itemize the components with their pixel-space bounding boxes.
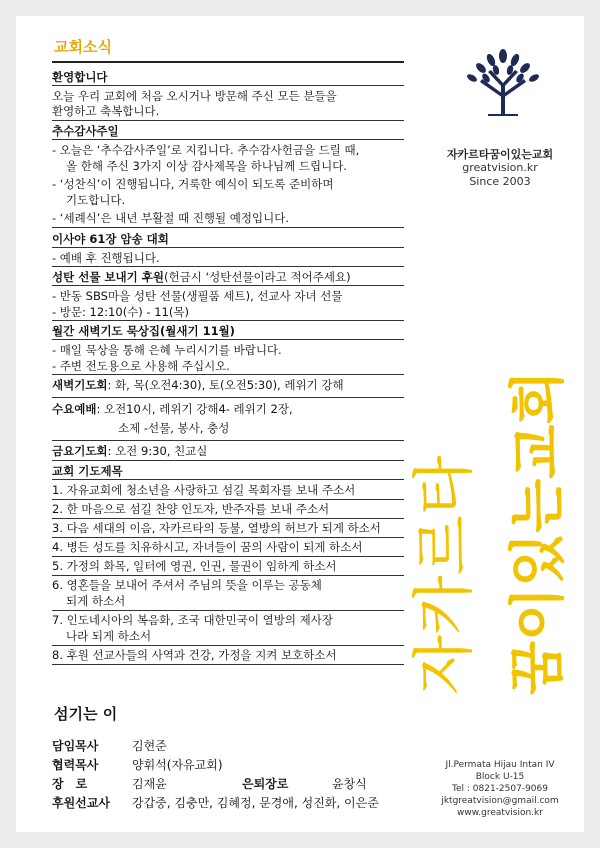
prayer-item-4: 4. 병든 성도를 치유하시고, 자녀들이 꿈의 사람이 되게 하소서 xyxy=(52,540,363,554)
church-email: jktgreatvision@gmail.com xyxy=(441,796,559,806)
wednesday-row xyxy=(52,402,293,416)
isaiah-title: 이사야 61장 암송 대회 xyxy=(52,232,169,246)
staff-row-senior-pastor xyxy=(52,737,167,754)
vertical-church-title xyxy=(385,370,585,700)
divider xyxy=(52,645,404,646)
divider xyxy=(52,285,404,286)
thanksgiving-line-5: - ‘세례식’은 내년 부활절 때 진행될 예정입니다. xyxy=(52,211,290,225)
christmas-title: 성탄 선물 보내기 후원 xyxy=(52,270,164,284)
divider xyxy=(52,479,404,480)
divider xyxy=(52,537,404,538)
staff-row-associate-pastor xyxy=(52,756,223,773)
header-rule xyxy=(52,61,404,63)
staff-row-missionaries xyxy=(52,794,379,811)
divider xyxy=(52,518,404,519)
staff-role-retired-elder: 은퇴장로 xyxy=(242,777,289,791)
address-line-1: Jl.Permata Hijau Intan IV xyxy=(445,760,555,770)
christmas-title-note: (헌금시 ‘성탄선물이라고 적어주세요) xyxy=(164,270,351,284)
divider xyxy=(52,397,404,398)
prayer-item-6-cont: 되게 하소서 xyxy=(66,594,126,608)
dawn-prayer-row xyxy=(52,378,344,392)
staff-names: 양휘석(자유교회) xyxy=(132,758,223,772)
divider xyxy=(52,266,404,267)
staff-names: 강갑중, 김충만, 김혜정, 문경애, 성진화, 이은준 xyxy=(132,796,379,810)
divider xyxy=(52,120,404,121)
church-phone: Tel : 0821-2507-9069 xyxy=(452,784,548,794)
address-line-2: Block U-15 xyxy=(475,772,525,782)
staff-names: 김현준 xyxy=(132,739,167,753)
prayer-title: 교회 기도제목 xyxy=(52,464,123,478)
tree-logo-icon xyxy=(458,48,548,118)
divider xyxy=(52,664,404,665)
staff-role: 후원선교사 xyxy=(52,796,110,810)
welcome-line-2: 환영하고 축복합니다. xyxy=(52,104,160,118)
divider xyxy=(52,339,404,340)
devotion-line-1: - 매일 묵상을 통해 은혜 누리시기를 바랍니다. xyxy=(52,343,282,357)
devotion-line-2: - 주변 전도용으로 사용해 주십시오. xyxy=(52,359,230,373)
divider xyxy=(52,85,404,86)
church-since: Since 2003 xyxy=(469,175,531,188)
prayer-item-3: 3. 다음 세대의 이음, 자카르타의 등불, 열방의 허브가 되게 하소서 xyxy=(52,521,381,535)
wednesday-text: : 오전10시, 레위기 강해4- 레위기 2장, xyxy=(96,402,293,416)
vertical-title-line-1: 자카르타 xyxy=(407,455,480,695)
news-section-title: 교회소식 xyxy=(54,38,112,56)
friday-text: : 오전 9:30, 친교실 xyxy=(107,444,208,458)
divider xyxy=(52,460,404,461)
divider xyxy=(52,575,404,576)
thanksgiving-line-4: 기도합니다. xyxy=(66,193,126,207)
staff-row-elder xyxy=(52,775,367,792)
church-website-short: greatvision.kr xyxy=(462,161,538,174)
devotion-title: 월간 새벽기도 묵상집(월새기 11월) xyxy=(52,324,235,338)
divider xyxy=(52,499,404,500)
divider xyxy=(52,556,404,557)
prayer-item-5: 5. 가정의 화목, 일터에 영권, 인권, 물권이 임하게 하소서 xyxy=(52,559,337,573)
dawn-prayer-text: : 화, 목(오전4:30), 토(오전5:30), 레위기 강해 xyxy=(107,378,344,392)
friday-label: 금요기도회 xyxy=(52,444,108,458)
prayer-item-2: 2. 한 마음으로 섬길 찬양 인도자, 반주자를 보내 주소서 xyxy=(52,502,330,516)
prayer-item-6: 6. 영혼들을 보내어 주셔서 주님의 뜻을 이루는 공동체 xyxy=(52,578,322,592)
christmas-line-2: - 방문: 12:10(수) - 11(목) xyxy=(52,305,189,319)
staff-role: 장 로 xyxy=(52,777,88,791)
church-name: 자카르타꿈이있는교회 xyxy=(446,148,554,161)
staff-role: 담임목사 xyxy=(52,739,99,753)
staff-names-retired-elder: 윤창식 xyxy=(332,777,367,791)
thanksgiving-line-1: - 오늘은 ‘추수감사주일’로 지킵니다. 추수감사헌금을 드릴 때, xyxy=(52,143,360,157)
divider xyxy=(52,374,404,375)
divider xyxy=(52,247,404,248)
prayer-item-1: 1. 자유교회에 청소년을 사랑하고 섬길 목회자를 보내 주소서 xyxy=(52,483,356,497)
thanksgiving-line-2: 올 한해 주신 3가지 이상 감사제목을 하나님께 드립니다. xyxy=(66,159,347,173)
divider xyxy=(52,227,404,228)
ministers-title: 섬기는 이 xyxy=(54,705,118,723)
isaiah-line-1: - 예배 후 진행됩니다. xyxy=(52,251,160,265)
divider xyxy=(52,320,404,321)
welcome-title: 환영합니다 xyxy=(52,70,108,84)
divider xyxy=(52,139,404,140)
thanksgiving-title: 추수감사주일 xyxy=(52,124,119,138)
prayer-item-8: 8. 후원 선교사들의 사역과 건강, 가정을 지켜 보호하소서 xyxy=(52,648,337,662)
divider xyxy=(52,610,404,611)
wednesday-label: 수요예배 xyxy=(52,402,97,416)
prayer-item-7-cont: 나라 되게 하소서 xyxy=(66,629,152,643)
staff-names: 김재윤 xyxy=(132,777,167,791)
staff-role: 협력목사 xyxy=(52,758,99,772)
thanksgiving-line-3: - ‘성찬식’이 진행됩니다, 거룩한 예식이 되도록 준비하며 xyxy=(52,177,334,191)
wednesday-text-2: 소제 -선물, 봉사, 충성 xyxy=(118,421,230,435)
friday-row xyxy=(52,444,207,458)
christmas-line-1: - 반동 SBS마을 성탄 선물(생필품 세트), 선교사 자녀 선물 xyxy=(52,289,343,303)
vertical-title-line-2: 꿈이있는교회 xyxy=(506,370,571,695)
welcome-line-1: 오늘 우리 교회에 처음 오시거나 방문해 주신 모든 분들을 xyxy=(52,89,337,103)
dawn-prayer-label: 새벽기도회 xyxy=(52,378,108,392)
church-website: www.greatvision.kr xyxy=(457,808,543,818)
christmas-title-row xyxy=(52,270,351,284)
divider xyxy=(52,440,404,441)
prayer-item-7: 7. 인도네시아의 복음화, 조국 대한민국이 열방의 제사장 xyxy=(52,613,333,627)
